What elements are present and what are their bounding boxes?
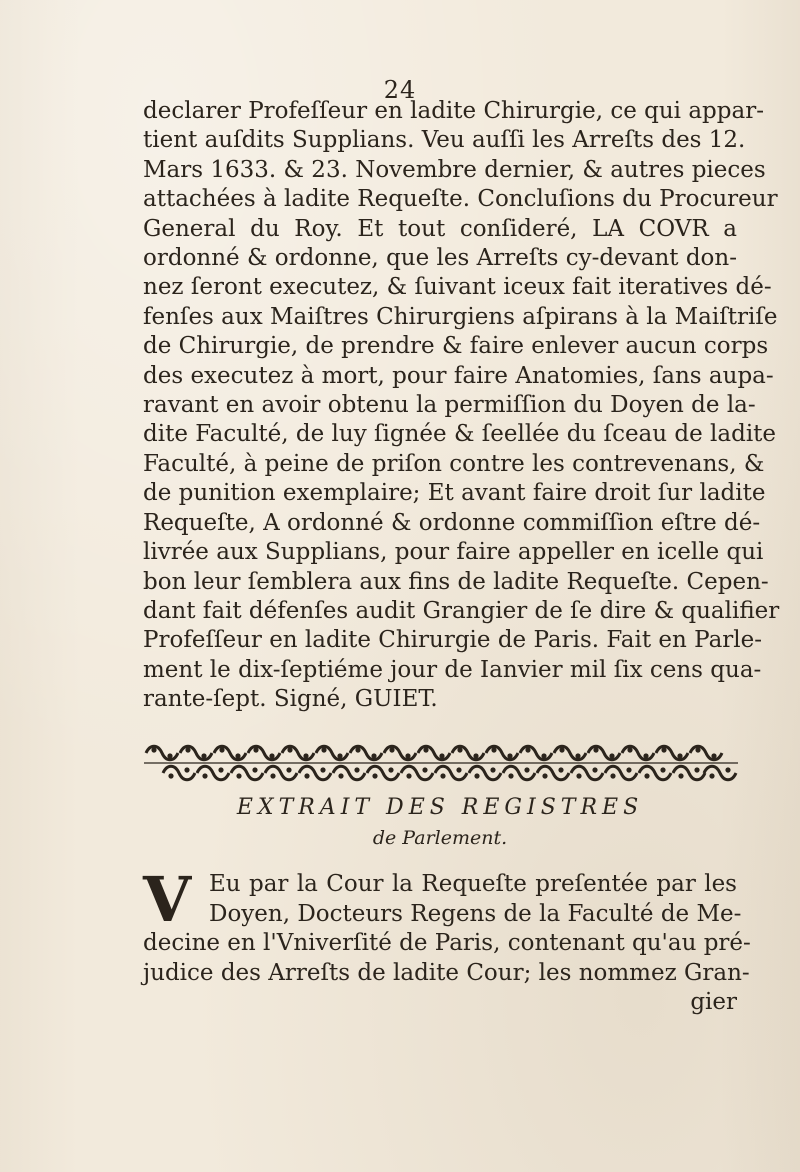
text-line: dite Faculté, de luy ſignée & ſeellée du ſceau de ladite	[143, 421, 777, 448]
text-line: dant fait défenſes audit Grangier de ſe dire & qualifier	[143, 597, 780, 624]
section-subtitle: de Parlement.	[372, 827, 508, 849]
text-line: bon leur ſemblera aux fins de ladite Requeſte. Cepen-	[143, 568, 769, 595]
text-line: General du Roy. Et tout conſideré, LA COVR a	[143, 215, 737, 242]
text-line: de punition exemplaire; Et avant faire droit ſur ladite	[143, 480, 766, 507]
text-line: Faculté, à peine de priſon contre les contrevenans, &	[143, 450, 765, 477]
body-text	[143, 97, 780, 715]
text-line: Profeſſeur en ladite Chirurgie de Paris. Fait en Parle-	[143, 627, 763, 654]
text-line: ravant en avoir obtenu la permiſſion du Doyen de la-	[143, 392, 756, 419]
text-line: judice des Arreſts de ladite Cour; les nommez Gran-	[143, 959, 750, 986]
text-line: des executez à mort, pour faire Anatomies, ſans aupa-	[143, 362, 774, 389]
text-line: Mars 1633. & 23. Novembre dernier, & autres pieces	[143, 156, 766, 183]
text-line: declarer Profeſſeur en ladite Chirurgie, ce qui appar-	[143, 98, 764, 124]
decree-text	[143, 863, 751, 1018]
ornament-row-bottom	[163, 766, 736, 780]
page-number: 24	[383, 76, 417, 104]
text-line: rante-ſept. Signé, GUIET.	[143, 686, 438, 713]
text-line: ment le dix-ſeptiéme jour de Ianvier mil ſix cens qua-	[143, 656, 762, 683]
text-line: ordonné & ordonne, que les Arreſts cy-devant don-	[143, 245, 737, 272]
catchword: gier	[690, 989, 737, 1015]
text-line: Doyen, Docteurs Regens de la Faculté de Me-	[209, 900, 742, 927]
text-line: nez ſeront executez, & ſuivant iceux fait iteratives dé-	[143, 274, 772, 301]
text-line: livrée aux Supplians, pour faire appeller en icelle qui	[143, 539, 764, 566]
text-line: fenſes aux Maiſtres Chirurgiens aſpirans à la Maiſtriſe	[143, 303, 778, 330]
text-line: decine en l'Vniverſité de Paris, contenant qu'au pré-	[143, 930, 751, 956]
text-line: attachées à ladite Requeſte. Concluſions du Procureur	[143, 186, 778, 213]
drop-cap: V	[143, 863, 192, 936]
ornament-row-top	[146, 746, 722, 760]
text-line: Eu par la Cour la Requeſte preſentée par les	[209, 871, 737, 897]
section-title: EXTRAIT DES REGISTRES	[236, 795, 644, 820]
text-line: de Chirurgie, de prendre & faire enlever aucun corps	[143, 333, 769, 360]
ornamental-band	[144, 742, 738, 784]
text-line: Requeſte, A ordonné & ordonne commiſſion eſtre dé-	[143, 509, 761, 536]
text-line: tient auſdits Supplians. Veu auſſi les Arreſts des 12.	[143, 127, 746, 154]
